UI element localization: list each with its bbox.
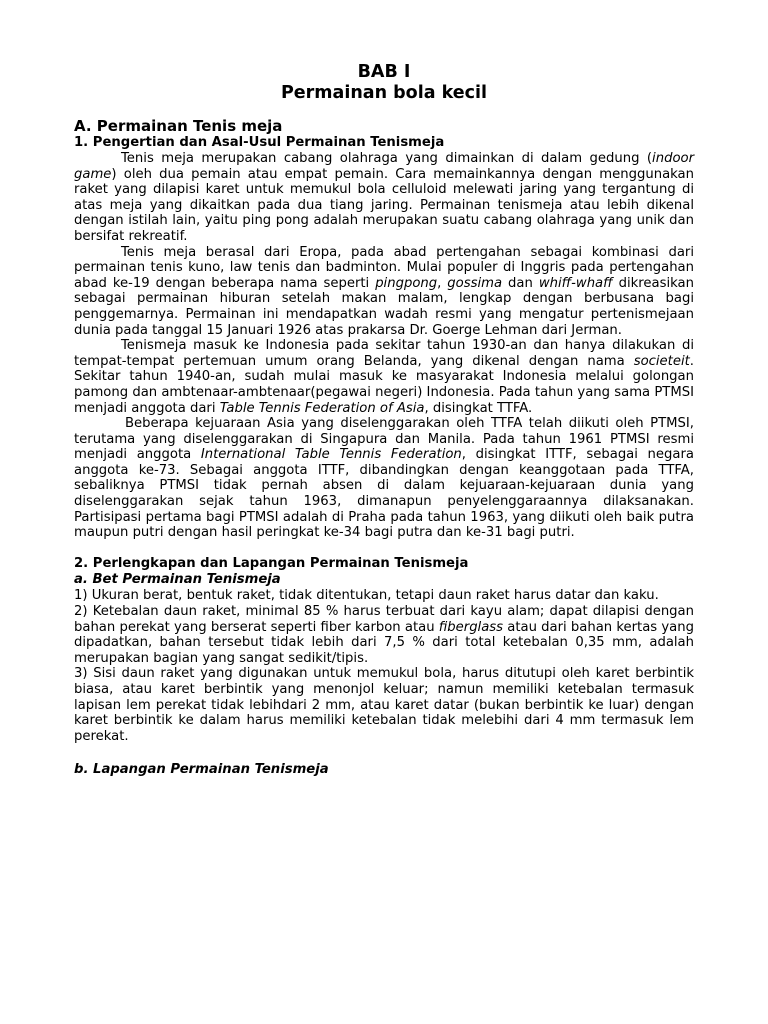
paragraph-1 (74, 151, 694, 245)
list-item-3: 3) Sisi daun raket yang digunakan untuk memukul bola, harus ditutupi oleh karet berbintik biasa, atau karet berbintik yang menonjol keluar; namun memiliki ketebalan termasuk lapisan lem perekat tidak lebihdari 2 mm, atau karet datar (bukan berbintik ke luar) dengan karet berbintik ke dalam harus memiliki ketebalan tidak melebihi dari 4 mm termasuk lem perekat. (74, 666, 694, 744)
paragraph-4-italic-ittf: International Table Tennis Federation (200, 447, 462, 463)
paragraph-2-text-g: dikreasikan sebagai permainan hiburan setelah makan malam, lengkap dengan berbusana bagi penggemarnya. Permainan ini mendapatkan wadah resmi yang mengatur pertenismejaan dunia pada tanggal 15 Januari 1926 atas prakarsa Dr. Goerge Lehman dari Jerman. (74, 275, 694, 338)
paragraph-3-text-a: Tenismeja masuk ke Indonesia pada sekitar tahun 1930-an dan hanya dilakukan di tempat-tempat pertemuan umum orang Belanda, yang dikenal dengan nama (74, 338, 694, 369)
paragraph-4 (74, 416, 694, 541)
chapter-name: Permainan bola kecil (280, 83, 488, 103)
list-item-2-text-a: 2) Ketebalan daun raket, minimal 85 % harus terbuat dari kayu alam; dapat dilapisi dengan bahan perekat yang berserat seperti fiber karbon atau (74, 604, 694, 635)
paragraph-1-text-c: ) oleh dua pemain atau empat pemain. Cara memainkannya dengan menggunakan raket yang dilapisi karet untuk memukul bola celluloid melewati jaring yang tergantung di atas meja yang dikaitkan pada dua tiang jaring. Permainan tenismeja atau lebih dikenal dengan istilah lain, yaitu ping pong adalah merupakan suatu cabang olahraga yang unik dan bersifat rekreatif. (74, 166, 694, 244)
paragraph-2-text-c: , (437, 275, 448, 291)
subsection-2a-heading: a. Bet Permainan Tenismeja (74, 572, 281, 588)
subsection-1-heading: 1. Pengertian dan Asal-Usul Permainan Tenismeja (74, 135, 445, 150)
chapter-title (74, 62, 694, 104)
subsection-2-heading: 2. Perlengkapan dan Lapangan Permainan Tenismeja (74, 556, 469, 572)
paragraph-3 (74, 338, 694, 416)
list-item-2 (74, 604, 694, 666)
chapter-number: BAB I (357, 62, 411, 82)
list-item-2-italic-fiberglass: fiberglass (438, 619, 504, 635)
paragraph-2-italic-whiff-whaff: whiff-whaff (538, 275, 613, 291)
paragraph-3-text-c: . Sekitar tahun 1940-an, sudah mulai masuk ke masyarakat Indonesia melalui golongan pamong dan ambtenaar-ambtenaar(pegawai negeri) Indonesia. Pada tahun yang sama PTMSI menjadi anggota dari (74, 353, 694, 416)
list-item-1: 1) Ukuran berat, bentuk raket, tidak ditentukan, tetapi daun raket harus datar dan kaku. (74, 588, 659, 604)
paragraph-2-italic-gossima: gossima (447, 275, 503, 291)
paragraph-3-italic-ttfa: Table Tennis Federation of Asia (219, 400, 425, 416)
paragraph-2 (74, 245, 694, 339)
paragraph-2-italic-pingpong: pingpong (375, 275, 438, 291)
paragraph-2-text-a: Tenis meja berasal dari Eropa, pada abad pertengahan sebagai kombinasi dari permainan tenis kuno, law tenis dan badminton. Mulai populer di Inggris pada pertengahan abad ke-19 dengan beberapa nama seperti (74, 244, 694, 291)
list-item-2-text-c: atau dari bahan kertas yang dipadatkan, bahan tersebut tidak lebih dari 7,5 % dari total ketebalan 0,35 mm, adalah merupakan bagian yang sangat sedikit/tipis. (74, 619, 694, 666)
paragraph-4-text-c: , disingkat ITTF, sebagai negara anggota ke-73. Sebagai anggota ITTF, dibandingkan dengan keanggotaan pada TTFA, sebaliknya PTMSI tidak pernah absen di dalam kejuaraan-kejuaraan dunia yang diselenggarakan sejak tahun 1963, dimanapun penyelenggaraannya dilaksanakan. Partisipasi pertama bagi PTMSI adalah di Praha pada tahun 1963, yang diikuti oleh baik putra maupun putri dengan hasil peringkat ke-34 bagi putra dan ke-31 bagi putri. (74, 447, 694, 541)
paragraph-3-italic-societeit: societeit (633, 353, 690, 369)
section-a-heading: A. Permainan Tenis meja (74, 117, 283, 135)
paragraph-4-text-a: Beberapa kejuaraan Asia yang diselenggarakan oleh TTFA telah diikuti oleh PTMSI, terutama yang diselenggarakan di Singapura dan Manila. Pada tahun 1961 PTMSI resmi menjadi anggota (74, 416, 694, 463)
paragraph-2-text-e: dan (502, 275, 539, 291)
paragraph-1-italic-term: indoor game (74, 151, 694, 182)
paragraph-1-text-a: Tenis meja merupakan cabang olahraga yang dimainkan di dalam gedung ( (121, 151, 653, 166)
paragraph-3-text-e: , disingkat TTFA. (424, 400, 533, 416)
subsection-2b-heading: b. Lapangan Permainan Tenismeja (74, 762, 329, 778)
